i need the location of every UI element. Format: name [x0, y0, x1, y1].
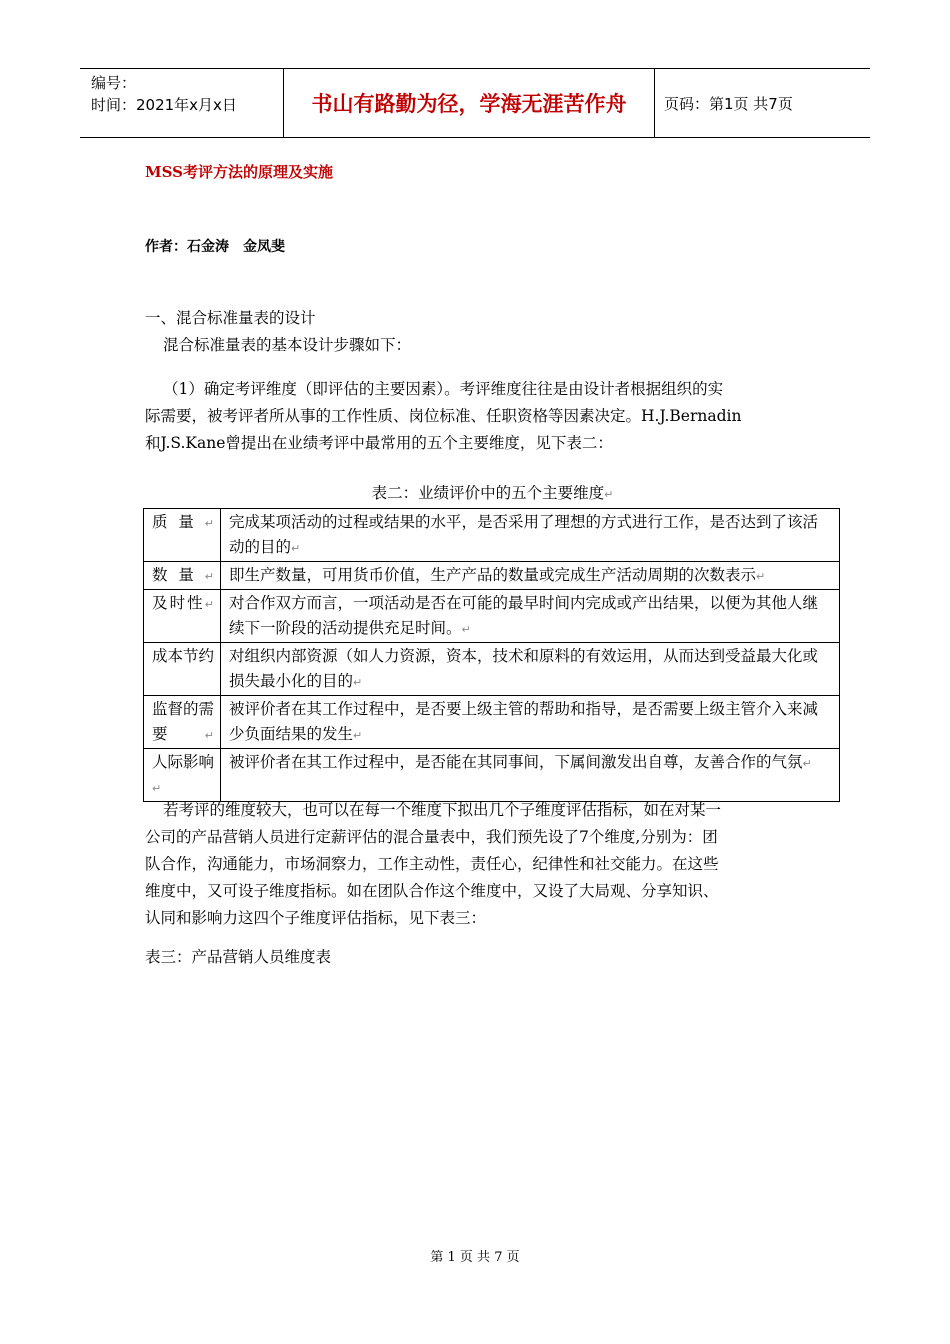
para2-line: 认同和影响力这四个子维度评估指标，见下表三：	[145, 909, 487, 927]
dimension-description: 即生产数量，可用货币价值，生产产品的数量或完成生产活动周期的次数表示↵	[221, 562, 840, 590]
number-label: 编号：	[91, 74, 137, 92]
table-row	[144, 643, 840, 696]
dimension-description: 被评价者在其工作过程中，是否要上级主管的帮助和指导，是否需要上级主管介入来减少负面结果的发生↵	[221, 696, 840, 749]
para2-line: 维度中，又可设子维度指标。如在团队合作这个维度中，又设了大局观、分享知识、	[145, 882, 719, 900]
para2-line: 若考评的维度较大，也可以在每一个维度下拟出几个子维度评估指标，如在对某一	[163, 801, 722, 819]
paragraph-mark-icon: ↵	[353, 676, 363, 689]
step1-line: 和J.S.Kane曾提出在业绩考评中最常用的五个主要维度，见下表二：	[145, 434, 613, 452]
dimension-name: 及时性↵	[144, 590, 221, 643]
paragraph-mark-icon: ↵	[152, 782, 162, 795]
step1-paragraph	[145, 376, 805, 457]
dimension-name: 质量↵	[144, 509, 221, 562]
table-row	[144, 562, 840, 590]
table3-caption: 表三：产品营销人员维度表	[145, 948, 332, 966]
step1-line: （1）确定考评维度（即评估的主要因素）。考评维度往往是由设计者根据组织的实	[163, 380, 724, 398]
dimension-description: 完成某项活动的过程或结果的水平，是否采用了理想的方式进行工作，是否达到了该活动的目的↵	[221, 509, 840, 562]
dimensions-table	[143, 508, 840, 802]
table2-caption	[145, 481, 840, 503]
table-row	[144, 696, 840, 749]
paragraph-mark-icon: ↵	[802, 757, 812, 770]
dimension-description: 被评价者在其工作过程中，是否能在其同事间，下属间激发出自尊，友善合作的气氛↵	[221, 749, 840, 802]
para2-line: 公司的产品营销人员进行定薪评估的混合量表中，我们预先设了7个维度,分别为：团	[145, 828, 718, 846]
page-header	[80, 68, 870, 138]
subdimension-paragraph	[145, 797, 805, 932]
table-row	[144, 749, 840, 802]
paragraph-mark-icon: ↵	[291, 542, 301, 555]
dimension-description: 对组织内部资源（如人力资源，资本，技术和原料的有效运用，从而达到受益最大化或损失最小化的目的↵	[221, 643, 840, 696]
dimension-name: 数量↵	[144, 562, 221, 590]
document-title: MSS考评方法的原理及实施	[145, 163, 333, 181]
header-page-label: 页码：第1页 共7页	[664, 94, 793, 113]
table-row	[144, 590, 840, 643]
dimension-name: 成本节约	[144, 643, 221, 696]
dimension-name: 人际影响↵	[144, 749, 221, 802]
table-row	[144, 509, 840, 562]
paragraph-mark-icon: ↵	[204, 517, 214, 530]
para2-line: 队合作，沟通能力，市场洞察力，工作主动性，责任心，纪律性和社交能力。在这些	[145, 855, 719, 873]
paragraph-mark-icon: ↵	[604, 488, 614, 501]
paragraph-mark-icon: ↵	[204, 729, 214, 742]
paragraph-mark-icon: ↵	[204, 598, 214, 611]
step1-line: 际需要，被考评者所从事的工作性质、岗位标准、任职资格等因素决定。H.J.Bernadin	[145, 407, 742, 425]
paragraph-mark-icon: ↵	[461, 623, 471, 636]
paragraph-mark-icon: ↵	[353, 729, 363, 742]
time-label: 时间：2021年x月x日	[91, 96, 237, 114]
dimension-description: 对合作双方而言，一项活动是否在可能的最早时间内完成或产出结果，以便为其他人继续下一阶段的活动提供充足时间。↵	[221, 590, 840, 643]
page-footer: 第 1 页 共 7 页	[430, 1250, 520, 1265]
section-heading: 一、混合标准量表的设计	[145, 309, 316, 327]
paragraph-mark-icon: ↵	[204, 570, 214, 583]
header-meta	[80, 69, 283, 137]
document-author: 作者：石金涛 金凤斐	[145, 239, 285, 255]
header-motto: 书山有路勤为径，学海无涯苦作舟	[283, 69, 655, 137]
intro-paragraph: 混合标准量表的基本设计步骤如下：	[163, 336, 412, 354]
table2-caption-text: 表二：业绩评价中的五个主要维度	[371, 484, 605, 502]
paragraph-mark-icon: ↵	[756, 570, 766, 583]
dimension-name: 监督的需要↵	[144, 696, 221, 749]
